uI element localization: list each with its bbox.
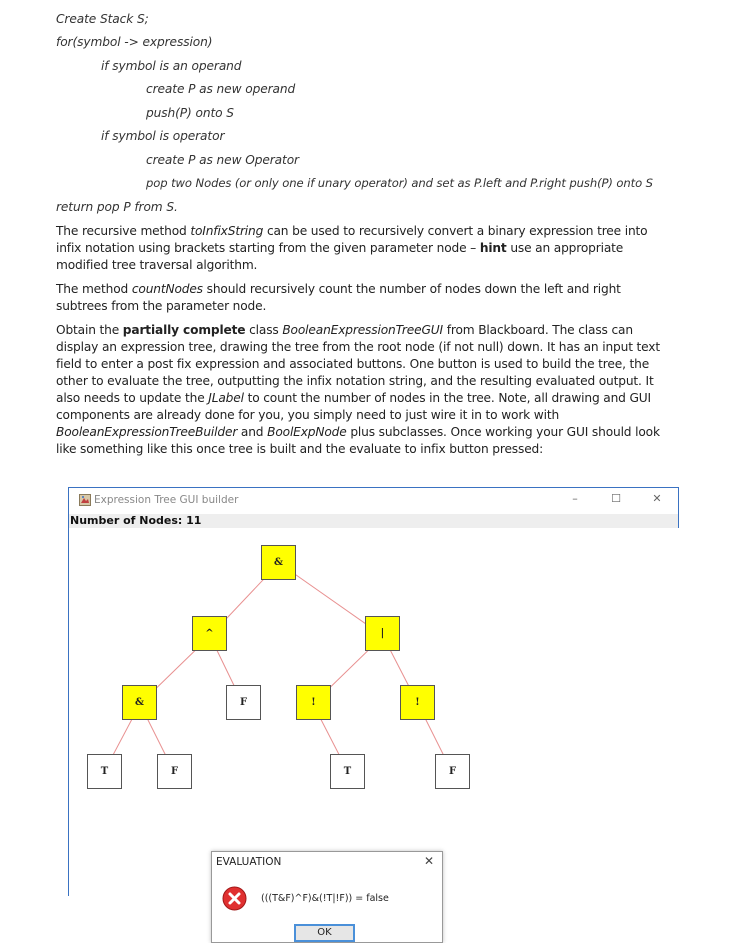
tree-node-false: F — [226, 685, 261, 720]
tree-node-root-and: & — [261, 545, 296, 580]
node-count-label: Number of Nodes: 11 — [70, 514, 202, 527]
code-line-pop-nodes: pop two Nodes (or only one if unary operator) and set as P.left and P.right push(P) onto S — [146, 176, 653, 190]
tree-node-or: | — [365, 616, 400, 651]
expression-tree-window — [68, 487, 679, 938]
evaluation-dialog — [211, 851, 443, 943]
paragraph-toinfixstring: The recursive method toInfixString can be used to recursively convert a binary expression tree into infix notation using brackets starting from the given parameter node – hint use an appropriate modified tree traversal algorithm. — [56, 224, 648, 272]
node-count-bar — [69, 514, 678, 528]
ok-button[interactable]: OK — [294, 924, 355, 942]
error-icon — [222, 886, 247, 911]
code-line-if-operand: if symbol is an operand — [101, 59, 242, 73]
tree-node-xor: ^ — [192, 616, 227, 651]
tree-node-and: & — [122, 685, 157, 720]
code-line-for-loop: for(symbol -> expression) — [56, 35, 213, 49]
minimize-button[interactable]: – — [572, 492, 578, 505]
tree-node-false: F — [157, 754, 192, 789]
paragraph-gui-instructions: Obtain the partially complete class BooleanExpressionTreeGUI from Blackboard. The class can display an expression tree, drawing the tree from the root node (if not null) down. It has an input text field to enter a post fix expression and associated buttons. One button is used to build the tree, the other to evaluate the tree, outputting the infix notation string, and the resulting evaluated output. It also needs to update the JLabel to count the number of nodes in the tree. Note, all drawing and GUI components are already done for you, you simply need to just wire it in to work with BooleanExpressionTreeBuilder and BoolExpNode plus subclasses. Once working your GUI should look like something like this once tree is built and the evaluate to infix button pressed: — [56, 323, 661, 456]
tree-node-true: T — [87, 754, 122, 789]
window-titlebar[interactable] — [69, 488, 678, 514]
tree-node-false: F — [435, 754, 470, 789]
code-line-create-operand: create P as new operand — [146, 82, 296, 96]
code-line-push-operand: push(P) onto S — [146, 106, 234, 120]
tree-node-not: ! — [296, 685, 331, 720]
code-line-if-operator: if symbol is operator — [101, 129, 225, 143]
close-button[interactable]: ✕ — [652, 492, 662, 505]
dialog-title: EVALUATION — [216, 856, 282, 868]
code-line-return: return pop P from S. — [56, 200, 178, 214]
tree-edges — [69, 528, 680, 897]
window-title: Expression Tree GUI builder — [94, 494, 239, 506]
code-line-create-stack: Create Stack S; — [56, 12, 149, 26]
tree-node-true: T — [330, 754, 365, 789]
tree-canvas — [69, 528, 680, 938]
code-line-create-operator: create P as new Operator — [146, 153, 299, 167]
java-app-icon — [79, 494, 91, 506]
paragraph-countnodes: The method countNodes should recursively count the number of nodes down the left and right subtrees from the parameter node. — [56, 282, 621, 313]
evaluation-result: (((T&F)^F)&(!T|!F)) = false — [261, 893, 389, 904]
maximize-button[interactable]: ☐ — [611, 492, 621, 505]
tree-node-not: ! — [400, 685, 435, 720]
dialog-close-button[interactable]: ✕ — [423, 854, 434, 868]
